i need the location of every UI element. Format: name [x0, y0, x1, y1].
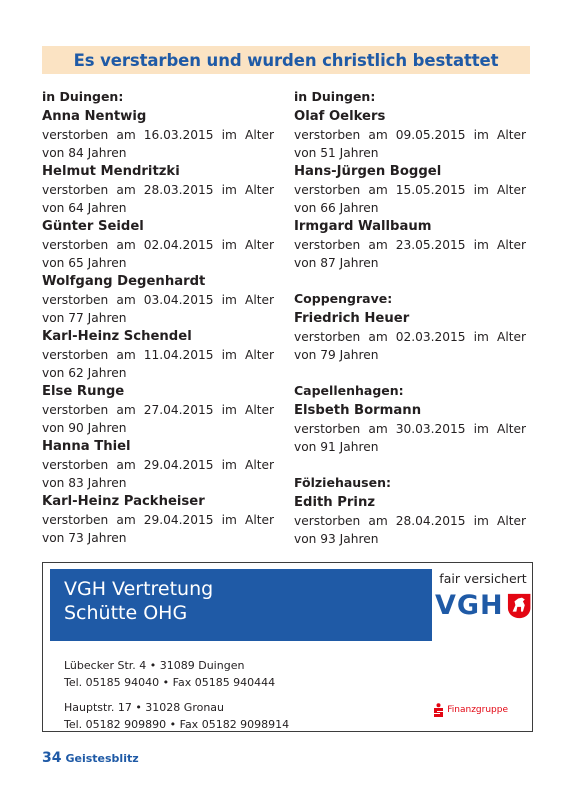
death-date-line — [294, 328, 526, 346]
age-from: von — [42, 531, 65, 545]
died-on: am — [368, 238, 388, 252]
age-years: Jahren — [87, 311, 127, 325]
age-word: Alter — [244, 183, 274, 197]
obituary-entry — [42, 327, 274, 382]
vgh-brand — [435, 571, 531, 621]
address2-phone: Tel. 05182 909890 • Fax 05182 9098914 — [64, 718, 290, 731]
age-word: Alter — [244, 238, 274, 252]
death-date: 28.04.2015 — [395, 514, 466, 528]
death-date-line — [42, 181, 274, 199]
sparkasse-finanzgruppe — [433, 703, 508, 717]
age-in: im — [221, 183, 237, 197]
death-date: 28.03.2015 — [143, 183, 214, 197]
finanzgruppe-label: Finanzgruppe — [447, 705, 508, 715]
death-date: 02.04.2015 — [143, 238, 214, 252]
deceased-name: Elsbeth Bormann — [294, 403, 422, 418]
age-line — [294, 438, 526, 456]
died-on: am — [368, 330, 388, 344]
age-years: Jahren — [339, 256, 379, 270]
obituary-entry — [42, 382, 274, 437]
died-on: am — [368, 422, 388, 436]
place-heading: Capellenhagen: — [294, 383, 404, 398]
obituary-entry — [294, 107, 526, 162]
age-line — [294, 144, 526, 162]
death-date-line — [294, 512, 526, 530]
death-date-line — [42, 456, 274, 474]
deceased-name: Wolfgang Degenhardt — [42, 274, 206, 289]
died-prefix: verstorben — [42, 128, 109, 142]
death-date: 15.05.2015 — [395, 183, 466, 197]
age-value: 62 — [68, 366, 84, 380]
age-years: Jahren — [339, 348, 379, 362]
deceased-name: Olaf Oelkers — [294, 109, 386, 124]
age-from: von — [42, 421, 65, 435]
age-in: im — [221, 458, 237, 472]
age-line — [42, 419, 274, 437]
age-word: Alter — [496, 330, 526, 344]
deceased-name: Günter Seidel — [42, 219, 144, 234]
age-years: Jahren — [339, 201, 379, 215]
obituary-entry — [42, 217, 274, 272]
death-date-line — [42, 511, 274, 529]
magazine-name: Geistesblitz — [65, 752, 139, 765]
died-on: am — [116, 348, 136, 362]
age-line — [294, 199, 526, 217]
died-on: am — [116, 128, 136, 142]
deceased-name: Helmut Mendritzki — [42, 164, 180, 179]
age-in: im — [473, 238, 489, 252]
header-bar — [42, 46, 530, 74]
address2-street: Hauptstr. 17 • 31028 Gronau — [64, 701, 225, 714]
age-word: Alter — [244, 348, 274, 362]
agency-name-line1: VGH Vertretung — [64, 578, 214, 600]
obituary-entry — [294, 493, 526, 548]
vgh-logo — [435, 590, 531, 621]
age-years: Jahren — [87, 476, 127, 490]
age-value: 83 — [68, 476, 84, 490]
age-from: von — [294, 201, 317, 215]
age-in: im — [473, 330, 489, 344]
death-date-line — [42, 236, 274, 254]
age-line — [42, 364, 274, 382]
age-word: Alter — [244, 458, 274, 472]
age-in: im — [221, 348, 237, 362]
death-date: 27.04.2015 — [143, 403, 214, 417]
obituary-entry — [294, 162, 526, 217]
age-word: Alter — [496, 422, 526, 436]
address1-phone: Tel. 05185 94040 • Fax 05185 940444 — [64, 676, 276, 689]
age-word: Alter — [244, 293, 274, 307]
vgh-slogan: fair versichert — [439, 571, 527, 586]
obituary-entry — [42, 107, 274, 162]
death-date: 30.03.2015 — [395, 422, 466, 436]
age-value: 93 — [320, 532, 336, 546]
age-years: Jahren — [339, 532, 379, 546]
died-on: am — [116, 513, 136, 527]
age-years: Jahren — [87, 201, 127, 215]
age-line — [42, 309, 274, 327]
deceased-name: Hanna Thiel — [42, 439, 131, 454]
death-date-line — [294, 126, 526, 144]
age-from: von — [42, 476, 65, 490]
died-on: am — [368, 183, 388, 197]
death-date: 09.05.2015 — [395, 128, 466, 142]
horse-icon — [507, 592, 531, 620]
age-from: von — [42, 146, 65, 160]
died-prefix: verstorben — [42, 403, 109, 417]
age-line — [42, 474, 274, 492]
age-from: von — [294, 256, 317, 270]
age-in: im — [473, 514, 489, 528]
died-prefix: verstorben — [42, 183, 109, 197]
age-value: 77 — [68, 311, 84, 325]
age-value: 87 — [320, 256, 336, 270]
age-years: Jahren — [87, 146, 127, 160]
died-on: am — [116, 293, 136, 307]
death-date-line — [42, 401, 274, 419]
death-date-line — [294, 181, 526, 199]
died-on: am — [116, 403, 136, 417]
age-from: von — [294, 532, 317, 546]
age-word: Alter — [244, 403, 274, 417]
left-column — [42, 87, 274, 547]
obituary-entry — [42, 162, 274, 217]
age-line — [42, 144, 274, 162]
death-date: 03.04.2015 — [143, 293, 214, 307]
age-from: von — [294, 440, 317, 454]
place-heading: Coppengrave: — [294, 291, 393, 306]
age-value: 64 — [68, 201, 84, 215]
died-prefix: verstorben — [294, 330, 361, 344]
age-word: Alter — [496, 183, 526, 197]
death-date: 16.03.2015 — [143, 128, 214, 142]
deceased-name: Karl-Heinz Packheiser — [42, 494, 205, 509]
age-from: von — [42, 201, 65, 215]
age-in: im — [221, 403, 237, 417]
page-number: 34 — [42, 750, 62, 766]
died-prefix: verstorben — [294, 128, 361, 142]
age-from: von — [42, 256, 65, 270]
age-line — [294, 254, 526, 272]
death-date: 29.04.2015 — [143, 513, 214, 527]
age-line — [294, 346, 526, 364]
age-in: im — [221, 128, 237, 142]
age-years: Jahren — [339, 440, 379, 454]
died-prefix: verstorben — [294, 238, 361, 252]
place-heading: Fölziehausen: — [294, 475, 391, 490]
age-line — [294, 530, 526, 548]
age-word: Alter — [496, 514, 526, 528]
age-in: im — [221, 513, 237, 527]
address1-street: Lübecker Str. 4 • 31089 Duingen — [64, 659, 245, 672]
died-prefix: verstorben — [42, 513, 109, 527]
death-date-line — [294, 236, 526, 254]
age-years: Jahren — [87, 531, 127, 545]
age-from: von — [294, 348, 317, 362]
deceased-name: Edith Prinz — [294, 495, 376, 510]
vgh-advertisement — [42, 562, 533, 732]
died-prefix: verstorben — [42, 238, 109, 252]
age-word: Alter — [496, 238, 526, 252]
deceased-name: Anna Nentwig — [42, 109, 147, 124]
age-in: im — [473, 128, 489, 142]
age-word: Alter — [244, 513, 274, 527]
age-in: im — [473, 422, 489, 436]
deceased-name: Hans-Jürgen Boggel — [294, 164, 442, 179]
age-line — [42, 529, 274, 547]
obituary-entry — [294, 401, 526, 456]
page-footer — [42, 750, 139, 766]
deceased-name: Friedrich Heuer — [294, 311, 410, 326]
died-on: am — [116, 458, 136, 472]
agency-name-line2: Schütte OHG — [64, 602, 188, 624]
died-prefix: verstorben — [294, 183, 361, 197]
died-prefix: verstorben — [42, 458, 109, 472]
death-date: 23.05.2015 — [395, 238, 466, 252]
obituary-entry — [42, 272, 274, 327]
died-on: am — [368, 128, 388, 142]
death-date-line — [42, 126, 274, 144]
age-years: Jahren — [339, 146, 379, 160]
page-title: Es verstarben und wurden christlich bestattet — [73, 50, 499, 70]
death-date: 02.03.2015 — [395, 330, 466, 344]
vgh-logo-text: VGH — [435, 590, 504, 621]
death-date: 11.04.2015 — [143, 348, 214, 362]
obituary-entry — [42, 437, 274, 492]
died-prefix: verstorben — [42, 348, 109, 362]
age-in: im — [221, 293, 237, 307]
age-from: von — [42, 366, 65, 380]
age-value: 65 — [68, 256, 84, 270]
obituary-entry — [294, 217, 526, 272]
death-date-line — [42, 291, 274, 309]
deceased-name: Else Runge — [42, 384, 125, 399]
died-on: am — [116, 238, 136, 252]
obituary-entry — [42, 492, 274, 547]
died-on: am — [116, 183, 136, 197]
death-date-line — [42, 346, 274, 364]
age-value: 73 — [68, 531, 84, 545]
age-value: 90 — [68, 421, 84, 435]
died-on: am — [368, 514, 388, 528]
age-value: 91 — [320, 440, 336, 454]
age-from: von — [42, 311, 65, 325]
place-heading: in Duingen: — [294, 89, 376, 104]
died-prefix: verstorben — [42, 293, 109, 307]
deceased-name: Irmgard Wallbaum — [294, 219, 432, 234]
address-block — [64, 657, 289, 733]
age-line — [42, 199, 274, 217]
age-from: von — [294, 146, 317, 160]
age-value: 51 — [320, 146, 336, 160]
age-in: im — [473, 183, 489, 197]
age-years: Jahren — [87, 256, 127, 270]
died-prefix: verstorben — [294, 514, 361, 528]
obituary-entry — [294, 309, 526, 364]
age-word: Alter — [244, 128, 274, 142]
right-column — [294, 87, 526, 548]
death-date: 29.04.2015 — [143, 458, 214, 472]
age-value: 84 — [68, 146, 84, 160]
age-word: Alter — [496, 128, 526, 142]
death-date-line — [294, 420, 526, 438]
agency-banner — [50, 569, 432, 641]
age-value: 66 — [320, 201, 336, 215]
deceased-name: Karl-Heinz Schendel — [42, 329, 192, 344]
age-line — [42, 254, 274, 272]
age-value: 79 — [320, 348, 336, 362]
place-heading: in Duingen: — [42, 89, 124, 104]
died-prefix: verstorben — [294, 422, 361, 436]
age-years: Jahren — [87, 366, 127, 380]
sparkasse-s-icon — [433, 703, 444, 717]
age-years: Jahren — [87, 421, 127, 435]
age-in: im — [221, 238, 237, 252]
